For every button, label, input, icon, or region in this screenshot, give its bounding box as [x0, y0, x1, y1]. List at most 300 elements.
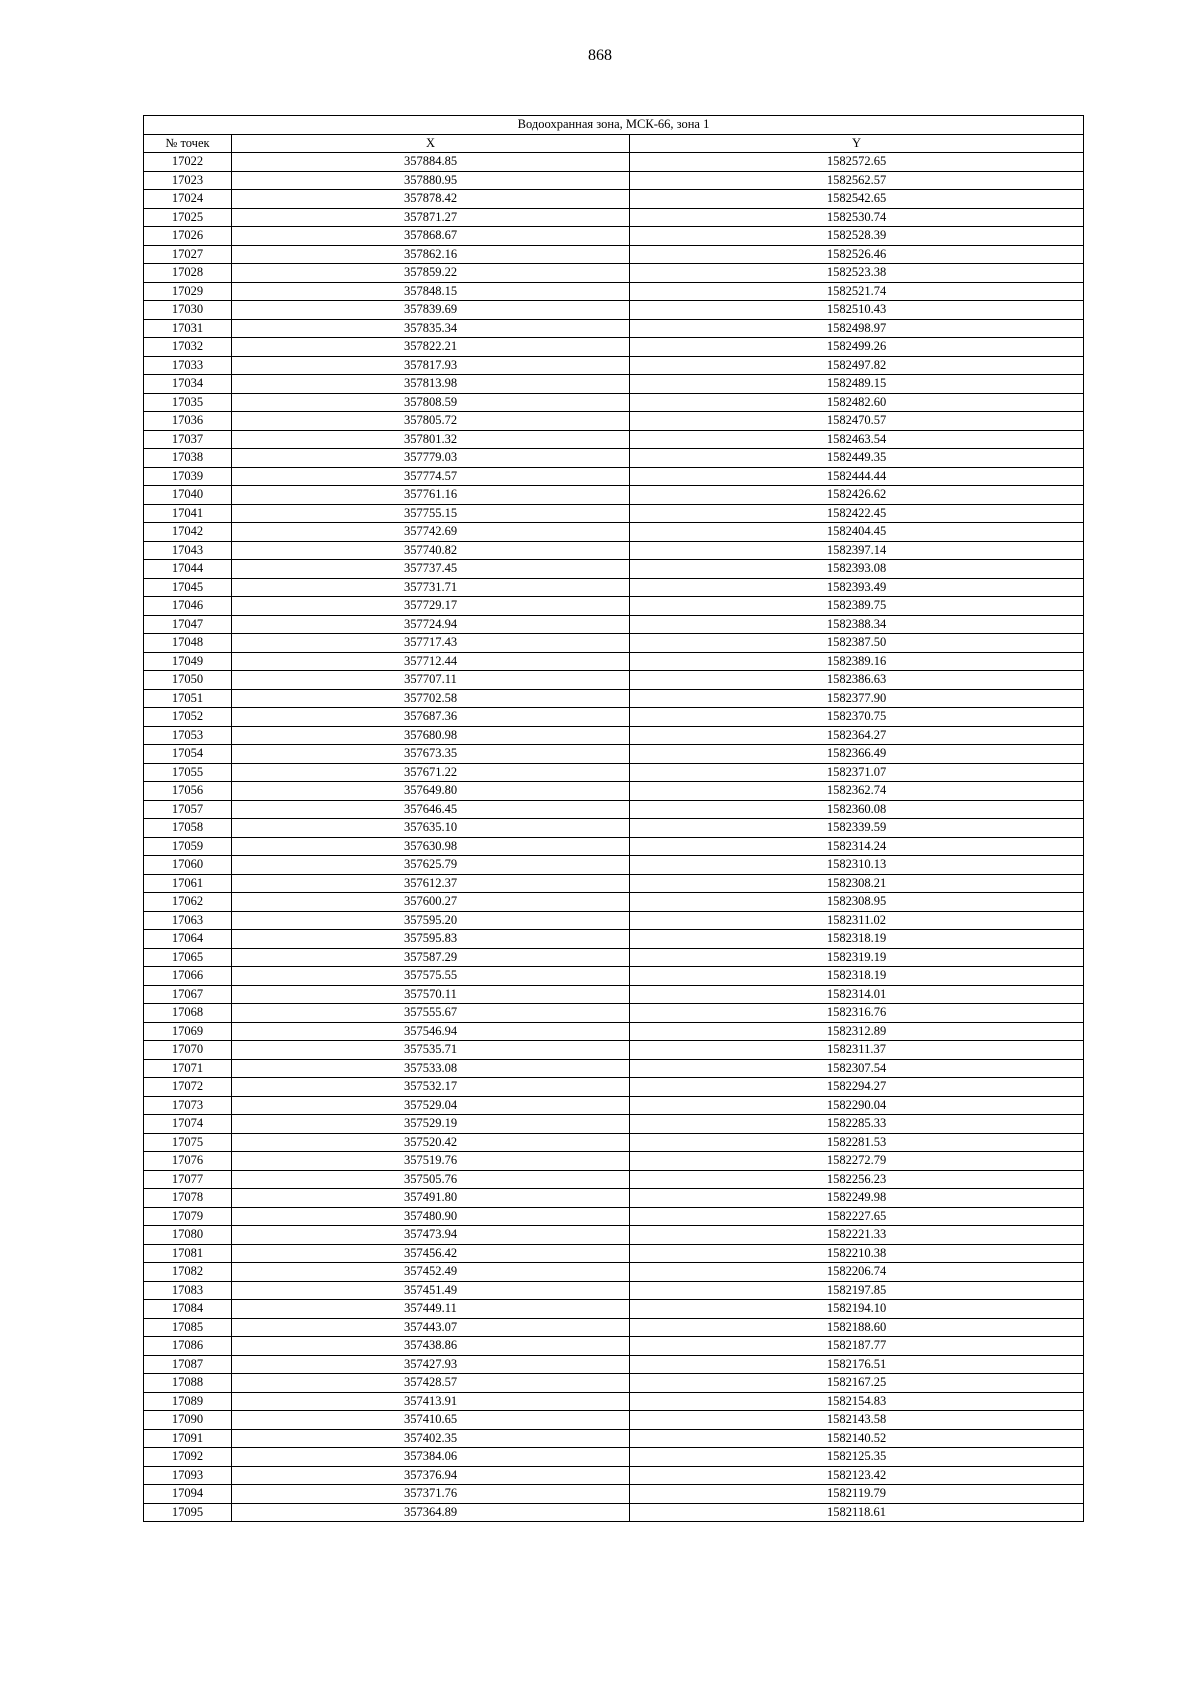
table-row	[144, 1022, 1084, 1041]
y-cell: 1582210.38	[630, 1244, 1084, 1263]
x-cell: 357848.15	[232, 282, 630, 301]
table-row	[144, 1226, 1084, 1245]
point-number-cell: 17029	[144, 282, 232, 301]
x-cell: 357884.85	[232, 153, 630, 172]
y-cell: 1582397.14	[630, 541, 1084, 560]
x-cell: 357625.79	[232, 856, 630, 875]
x-cell: 357702.58	[232, 689, 630, 708]
y-cell: 1582463.54	[630, 430, 1084, 449]
point-number-cell: 17084	[144, 1300, 232, 1319]
x-cell: 357449.11	[232, 1300, 630, 1319]
y-cell: 1582197.85	[630, 1281, 1084, 1300]
point-number-cell: 17033	[144, 356, 232, 375]
point-number-cell: 17077	[144, 1170, 232, 1189]
x-cell: 357729.17	[232, 597, 630, 616]
y-cell: 1582388.34	[630, 615, 1084, 634]
point-number-cell: 17070	[144, 1041, 232, 1060]
y-cell: 1582310.13	[630, 856, 1084, 875]
x-cell: 357402.35	[232, 1429, 630, 1448]
point-number-cell: 17085	[144, 1318, 232, 1337]
table-row	[144, 1207, 1084, 1226]
x-cell: 357805.72	[232, 412, 630, 431]
point-number-cell: 17050	[144, 671, 232, 690]
table-row	[144, 671, 1084, 690]
y-cell: 1582312.89	[630, 1022, 1084, 1041]
x-cell: 357801.32	[232, 430, 630, 449]
y-cell: 1582194.10	[630, 1300, 1084, 1319]
y-cell: 1582221.33	[630, 1226, 1084, 1245]
x-cell: 357630.98	[232, 837, 630, 856]
y-cell: 1582489.15	[630, 375, 1084, 394]
x-cell: 357570.11	[232, 985, 630, 1004]
point-number-cell: 17037	[144, 430, 232, 449]
point-number-cell: 17066	[144, 967, 232, 986]
point-number-cell: 17039	[144, 467, 232, 486]
point-number-cell: 17056	[144, 782, 232, 801]
x-cell: 357635.10	[232, 819, 630, 838]
point-number-cell: 17052	[144, 708, 232, 727]
point-number-cell: 17034	[144, 375, 232, 394]
table-title: Водоохранная зона, МСК-66, зона 1	[144, 116, 1084, 135]
point-number-cell: 17065	[144, 948, 232, 967]
point-number-cell: 17074	[144, 1115, 232, 1134]
y-cell: 1582366.49	[630, 745, 1084, 764]
point-number-cell: 17054	[144, 745, 232, 764]
point-number-cell: 17046	[144, 597, 232, 616]
y-cell: 1582364.27	[630, 726, 1084, 745]
x-cell: 357533.08	[232, 1059, 630, 1078]
table-row	[144, 763, 1084, 782]
x-cell: 357755.15	[232, 504, 630, 523]
y-cell: 1582176.51	[630, 1355, 1084, 1374]
table-row	[144, 1059, 1084, 1078]
x-cell: 357839.69	[232, 301, 630, 320]
point-number-cell: 17048	[144, 634, 232, 653]
table-row	[144, 264, 1084, 283]
y-cell: 1582118.61	[630, 1503, 1084, 1522]
x-cell: 357680.98	[232, 726, 630, 745]
x-cell: 357671.22	[232, 763, 630, 782]
y-cell: 1582206.74	[630, 1263, 1084, 1282]
table-row	[144, 708, 1084, 727]
point-number-cell: 17073	[144, 1096, 232, 1115]
y-cell: 1582360.08	[630, 800, 1084, 819]
x-cell: 357737.45	[232, 560, 630, 579]
y-cell: 1582393.49	[630, 578, 1084, 597]
y-cell: 1582125.35	[630, 1448, 1084, 1467]
table-row	[144, 1337, 1084, 1356]
table-row	[144, 190, 1084, 209]
table-row	[144, 208, 1084, 227]
x-cell: 357712.44	[232, 652, 630, 671]
x-cell: 357364.89	[232, 1503, 630, 1522]
x-cell: 357595.83	[232, 930, 630, 949]
y-cell: 1582143.58	[630, 1411, 1084, 1430]
table-row	[144, 375, 1084, 394]
x-cell: 357443.07	[232, 1318, 630, 1337]
point-number-cell: 17045	[144, 578, 232, 597]
point-number-cell: 17086	[144, 1337, 232, 1356]
table-row	[144, 578, 1084, 597]
table-row	[144, 560, 1084, 579]
table-row	[144, 171, 1084, 190]
point-number-cell: 17092	[144, 1448, 232, 1467]
table-row	[144, 1078, 1084, 1097]
point-number-cell: 17042	[144, 523, 232, 542]
x-cell: 357880.95	[232, 171, 630, 190]
y-cell: 1582339.59	[630, 819, 1084, 838]
point-number-cell: 17036	[144, 412, 232, 431]
table-row	[144, 1374, 1084, 1393]
x-cell: 357646.45	[232, 800, 630, 819]
table-row	[144, 245, 1084, 264]
table-header-row	[144, 134, 1084, 153]
table-row	[144, 1263, 1084, 1282]
point-number-cell: 17044	[144, 560, 232, 579]
x-cell: 357673.35	[232, 745, 630, 764]
point-number-cell: 17035	[144, 393, 232, 412]
point-number-cell: 17040	[144, 486, 232, 505]
table-row	[144, 597, 1084, 616]
y-cell: 1582308.95	[630, 893, 1084, 912]
x-cell: 357456.42	[232, 1244, 630, 1263]
table-row	[144, 967, 1084, 986]
y-cell: 1582482.60	[630, 393, 1084, 412]
x-cell: 357410.65	[232, 1411, 630, 1430]
y-cell: 1582470.57	[630, 412, 1084, 431]
x-cell: 357595.20	[232, 911, 630, 930]
x-cell: 357871.27	[232, 208, 630, 227]
point-number-cell: 17078	[144, 1189, 232, 1208]
table-row	[144, 541, 1084, 560]
y-cell: 1582316.76	[630, 1004, 1084, 1023]
x-cell: 357612.37	[232, 874, 630, 893]
x-cell: 357546.94	[232, 1022, 630, 1041]
point-number-cell: 17089	[144, 1392, 232, 1411]
table-row	[144, 1485, 1084, 1504]
x-cell: 357740.82	[232, 541, 630, 560]
table-row	[144, 893, 1084, 912]
x-cell: 357427.93	[232, 1355, 630, 1374]
point-number-cell: 17068	[144, 1004, 232, 1023]
y-cell: 1582389.16	[630, 652, 1084, 671]
point-number-cell: 17049	[144, 652, 232, 671]
y-cell: 1582187.77	[630, 1337, 1084, 1356]
table-row	[144, 1318, 1084, 1337]
y-cell: 1582444.44	[630, 467, 1084, 486]
point-number-cell: 17031	[144, 319, 232, 338]
table-row	[144, 911, 1084, 930]
table-row	[144, 319, 1084, 338]
point-number-cell: 17022	[144, 153, 232, 172]
y-cell: 1582311.02	[630, 911, 1084, 930]
point-number-cell: 17069	[144, 1022, 232, 1041]
x-cell: 357822.21	[232, 338, 630, 357]
table-row	[144, 467, 1084, 486]
point-number-cell: 17047	[144, 615, 232, 634]
table-row	[144, 1448, 1084, 1467]
point-number-cell: 17043	[144, 541, 232, 560]
x-cell: 357519.76	[232, 1152, 630, 1171]
table-row	[144, 800, 1084, 819]
table-row	[144, 615, 1084, 634]
x-cell: 357384.06	[232, 1448, 630, 1467]
point-number-cell: 17061	[144, 874, 232, 893]
x-cell: 357532.17	[232, 1078, 630, 1097]
table-row	[144, 726, 1084, 745]
y-cell: 1582510.43	[630, 301, 1084, 320]
x-cell: 357779.03	[232, 449, 630, 468]
y-cell: 1582387.50	[630, 634, 1084, 653]
table-row	[144, 356, 1084, 375]
header-x: X	[232, 134, 630, 153]
x-cell: 357813.98	[232, 375, 630, 394]
table-row	[144, 745, 1084, 764]
point-number-cell: 17080	[144, 1226, 232, 1245]
table-row	[144, 523, 1084, 542]
x-cell: 357555.67	[232, 1004, 630, 1023]
y-cell: 1582319.19	[630, 948, 1084, 967]
point-number-cell: 17055	[144, 763, 232, 782]
x-cell: 357868.67	[232, 227, 630, 246]
y-cell: 1582498.97	[630, 319, 1084, 338]
table-row	[144, 1041, 1084, 1060]
y-cell: 1582314.01	[630, 985, 1084, 1004]
y-cell: 1582526.46	[630, 245, 1084, 264]
table-row	[144, 782, 1084, 801]
point-number-cell: 17062	[144, 893, 232, 912]
y-cell: 1582123.42	[630, 1466, 1084, 1485]
table-row	[144, 1300, 1084, 1319]
point-number-cell: 17024	[144, 190, 232, 209]
y-cell: 1582499.26	[630, 338, 1084, 357]
point-number-cell: 17087	[144, 1355, 232, 1374]
y-cell: 1582308.21	[630, 874, 1084, 893]
point-number-cell: 17030	[144, 301, 232, 320]
point-number-cell: 17093	[144, 1466, 232, 1485]
x-cell: 357817.93	[232, 356, 630, 375]
header-point-number: № точек	[144, 134, 232, 153]
table-row	[144, 1004, 1084, 1023]
y-cell: 1582528.39	[630, 227, 1084, 246]
table-row	[144, 338, 1084, 357]
table-row	[144, 1281, 1084, 1300]
point-number-cell: 17064	[144, 930, 232, 949]
x-cell: 357687.36	[232, 708, 630, 727]
y-cell: 1582377.90	[630, 689, 1084, 708]
point-number-cell: 17060	[144, 856, 232, 875]
x-cell: 357731.71	[232, 578, 630, 597]
x-cell: 357505.76	[232, 1170, 630, 1189]
y-cell: 1582249.98	[630, 1189, 1084, 1208]
point-number-cell: 17059	[144, 837, 232, 856]
coordinates-table	[143, 115, 1084, 1522]
y-cell: 1582572.65	[630, 153, 1084, 172]
table-row	[144, 504, 1084, 523]
point-number-cell: 17025	[144, 208, 232, 227]
table-row	[144, 930, 1084, 949]
point-number-cell: 17079	[144, 1207, 232, 1226]
x-cell: 357649.80	[232, 782, 630, 801]
table-row	[144, 282, 1084, 301]
point-number-cell: 17075	[144, 1133, 232, 1152]
point-number-cell: 17094	[144, 1485, 232, 1504]
point-number-cell: 17063	[144, 911, 232, 930]
table-row	[144, 449, 1084, 468]
x-cell: 357862.16	[232, 245, 630, 264]
point-number-cell: 17023	[144, 171, 232, 190]
y-cell: 1582362.74	[630, 782, 1084, 801]
table-row	[144, 819, 1084, 838]
table-row	[144, 1170, 1084, 1189]
point-number-cell: 17076	[144, 1152, 232, 1171]
point-number-cell: 17071	[144, 1059, 232, 1078]
x-cell: 357774.57	[232, 467, 630, 486]
point-number-cell: 17095	[144, 1503, 232, 1522]
y-cell: 1582290.04	[630, 1096, 1084, 1115]
x-cell: 357520.42	[232, 1133, 630, 1152]
table-row	[144, 430, 1084, 449]
y-cell: 1582318.19	[630, 930, 1084, 949]
table-row	[144, 1244, 1084, 1263]
y-cell: 1582386.63	[630, 671, 1084, 690]
point-number-cell: 17026	[144, 227, 232, 246]
y-cell: 1582562.57	[630, 171, 1084, 190]
y-cell: 1582227.65	[630, 1207, 1084, 1226]
table-row	[144, 153, 1084, 172]
table-row	[144, 652, 1084, 671]
y-cell: 1582449.35	[630, 449, 1084, 468]
table-row	[144, 412, 1084, 431]
table-row	[144, 634, 1084, 653]
x-cell: 357575.55	[232, 967, 630, 986]
y-cell: 1582404.45	[630, 523, 1084, 542]
table-row	[144, 1411, 1084, 1430]
x-cell: 357535.71	[232, 1041, 630, 1060]
point-number-cell: 17028	[144, 264, 232, 283]
y-cell: 1582167.25	[630, 1374, 1084, 1393]
point-number-cell: 17038	[144, 449, 232, 468]
table-row	[144, 1189, 1084, 1208]
table-row	[144, 1392, 1084, 1411]
y-cell: 1582318.19	[630, 967, 1084, 986]
page-number: 868	[588, 47, 612, 64]
table-row	[144, 985, 1084, 1004]
y-cell: 1582497.82	[630, 356, 1084, 375]
y-cell: 1582521.74	[630, 282, 1084, 301]
y-cell: 1582272.79	[630, 1152, 1084, 1171]
x-cell: 357529.04	[232, 1096, 630, 1115]
point-number-cell: 17091	[144, 1429, 232, 1448]
x-cell: 357859.22	[232, 264, 630, 283]
x-cell: 357587.29	[232, 948, 630, 967]
y-cell: 1582371.07	[630, 763, 1084, 782]
table-row	[144, 1115, 1084, 1134]
table-row	[144, 948, 1084, 967]
header-y: Y	[630, 134, 1084, 153]
point-number-cell: 17051	[144, 689, 232, 708]
table-row	[144, 856, 1084, 875]
point-number-cell: 17090	[144, 1411, 232, 1430]
y-cell: 1582140.52	[630, 1429, 1084, 1448]
y-cell: 1582154.83	[630, 1392, 1084, 1411]
y-cell: 1582426.62	[630, 486, 1084, 505]
y-cell: 1582285.33	[630, 1115, 1084, 1134]
point-number-cell: 17083	[144, 1281, 232, 1300]
x-cell: 357808.59	[232, 393, 630, 412]
table-row	[144, 1466, 1084, 1485]
table-row	[144, 1133, 1084, 1152]
y-cell: 1582422.45	[630, 504, 1084, 523]
y-cell: 1582542.65	[630, 190, 1084, 209]
point-number-cell: 17072	[144, 1078, 232, 1097]
table-row	[144, 1429, 1084, 1448]
x-cell: 357742.69	[232, 523, 630, 542]
x-cell: 357717.43	[232, 634, 630, 653]
point-number-cell: 17053	[144, 726, 232, 745]
y-cell: 1582188.60	[630, 1318, 1084, 1337]
point-number-cell: 17058	[144, 819, 232, 838]
x-cell: 357600.27	[232, 893, 630, 912]
x-cell: 357761.16	[232, 486, 630, 505]
y-cell: 1582256.23	[630, 1170, 1084, 1189]
table-row	[144, 1096, 1084, 1115]
x-cell: 357529.19	[232, 1115, 630, 1134]
point-number-cell: 17067	[144, 985, 232, 1004]
point-number-cell: 17082	[144, 1263, 232, 1282]
y-cell: 1582370.75	[630, 708, 1084, 727]
table-row	[144, 393, 1084, 412]
x-cell: 357376.94	[232, 1466, 630, 1485]
y-cell: 1582307.54	[630, 1059, 1084, 1078]
y-cell: 1582294.27	[630, 1078, 1084, 1097]
table-row	[144, 1152, 1084, 1171]
x-cell: 357438.86	[232, 1337, 630, 1356]
x-cell: 357480.90	[232, 1207, 630, 1226]
y-cell: 1582530.74	[630, 208, 1084, 227]
x-cell: 357878.42	[232, 190, 630, 209]
y-cell: 1582311.37	[630, 1041, 1084, 1060]
x-cell: 357835.34	[232, 319, 630, 338]
x-cell: 357491.80	[232, 1189, 630, 1208]
table-row	[144, 874, 1084, 893]
table-row	[144, 689, 1084, 708]
x-cell: 357371.76	[232, 1485, 630, 1504]
y-cell: 1582281.53	[630, 1133, 1084, 1152]
x-cell: 357707.11	[232, 671, 630, 690]
table-title-row	[144, 116, 1084, 135]
y-cell: 1582523.38	[630, 264, 1084, 283]
table-row	[144, 1503, 1084, 1522]
y-cell: 1582389.75	[630, 597, 1084, 616]
point-number-cell: 17041	[144, 504, 232, 523]
x-cell: 357413.91	[232, 1392, 630, 1411]
x-cell: 357452.49	[232, 1263, 630, 1282]
x-cell: 357473.94	[232, 1226, 630, 1245]
point-number-cell: 17027	[144, 245, 232, 264]
y-cell: 1582393.08	[630, 560, 1084, 579]
point-number-cell: 17081	[144, 1244, 232, 1263]
y-cell: 1582314.24	[630, 837, 1084, 856]
point-number-cell: 17032	[144, 338, 232, 357]
x-cell: 357428.57	[232, 1374, 630, 1393]
x-cell: 357724.94	[232, 615, 630, 634]
point-number-cell: 17057	[144, 800, 232, 819]
table-body	[144, 153, 1084, 1522]
table-row	[144, 1355, 1084, 1374]
y-cell: 1582119.79	[630, 1485, 1084, 1504]
table-row	[144, 837, 1084, 856]
